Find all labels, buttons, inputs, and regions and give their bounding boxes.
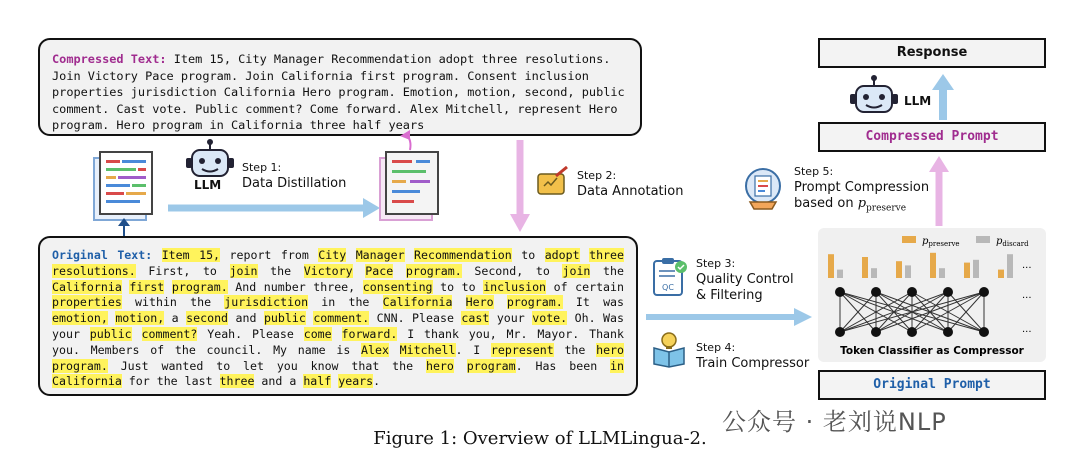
dots-1: ... — [1022, 260, 1032, 271]
step-3-number: Step 3: — [696, 257, 736, 270]
crystal-ball-icon — [740, 166, 786, 212]
plain-text: the — [590, 263, 624, 278]
discard-bar — [939, 268, 945, 278]
robot-icon-right — [850, 75, 898, 112]
plain-text: . Has been — [515, 358, 611, 373]
legend-discard-swatch — [976, 236, 990, 243]
highlighted-token: comment? — [141, 326, 198, 341]
highlighted-token: inclusion — [483, 279, 547, 294]
book-bulb-icon — [651, 330, 689, 368]
plain-text — [452, 295, 465, 309]
compressed-text-label: Compressed Text: — [52, 52, 167, 66]
plain-text — [393, 264, 406, 278]
original-text-box — [38, 236, 638, 396]
plain-text: to — [511, 248, 545, 262]
clipboard-check-icon — [651, 256, 689, 298]
step-2-number: Step 2: — [577, 169, 617, 182]
highlighted-token: Mitchell — [399, 342, 456, 357]
robot-icon — [186, 139, 234, 176]
network-node — [871, 327, 881, 337]
discard-bar — [871, 268, 877, 278]
step-4-label: Train Compressor — [696, 356, 810, 371]
plain-text: and — [228, 311, 264, 326]
plain-text: Just wanted to let you know that the — [107, 358, 426, 373]
highlighted-token: join — [229, 263, 258, 278]
step-5-number: Step 5: — [794, 165, 834, 178]
plain-text — [405, 248, 414, 262]
highlighted-token: represent — [490, 342, 554, 357]
original-text-body — [52, 248, 624, 388]
step-1 — [242, 160, 346, 192]
highlighted-token: public — [89, 326, 132, 341]
compressed-text-body: Item 15, City Manager Recommendation adopt three resolutions. Join Victory Pace program. Join California first program. Consent inclusion properties jurisdiction California Hero program. Emotion, motion, second, public comment. Cast vote. Public comment? Come forward. Alex Mitchell, represent Hero program. Hero program in California three half years — [52, 52, 625, 133]
plain-text: Second, to — [461, 263, 563, 278]
preserve-bar — [930, 253, 936, 278]
compress-up-arrow — [928, 154, 950, 226]
highlighted-token: join — [562, 263, 591, 278]
plain-text: CNN. Please — [369, 311, 462, 326]
step-3-label-2: & Filtering — [696, 288, 763, 303]
legend-discard-label: discard — [1002, 240, 1029, 248]
plain-text: Yeah. Please — [197, 326, 304, 341]
probability-bars — [828, 253, 1013, 278]
highlighted-token: hero — [425, 358, 454, 373]
compressed-prompt-box: Compressed Prompt — [818, 122, 1046, 152]
highlighted-token: Alex — [361, 342, 389, 357]
highlighted-token: California — [52, 279, 122, 294]
highlighted-token: half — [303, 374, 332, 389]
llm-small-label: LLM — [194, 178, 222, 192]
plain-text: And number three, — [227, 279, 363, 294]
highlighted-token: program. — [52, 358, 108, 373]
highlighted-token: three — [589, 248, 624, 262]
dots-2: ... — [1022, 290, 1032, 301]
highlighted-token: motion, — [115, 311, 165, 326]
plain-text — [132, 327, 142, 341]
highlighted-token: California — [52, 374, 122, 389]
legend-preserve-label: preserve — [928, 240, 960, 248]
network-node — [907, 287, 917, 297]
plain-text: a — [164, 311, 187, 326]
preserve-bar — [998, 270, 1004, 278]
plain-text — [454, 359, 467, 373]
network-node — [835, 287, 845, 297]
highlighted-token: hero — [596, 342, 625, 357]
step-2-label: Data Annotation — [577, 184, 684, 199]
plain-text: report from — [220, 248, 319, 262]
plain-text: for the last — [121, 374, 220, 389]
preserve-bar — [828, 254, 834, 278]
network-node — [979, 287, 989, 297]
train-arrow — [644, 306, 816, 328]
highlighted-token: jurisdiction — [224, 295, 309, 310]
response-box: Response — [818, 38, 1046, 68]
highlighted-token: program. — [171, 279, 228, 294]
highlighted-token: program. — [405, 263, 462, 278]
highlighted-token: in — [610, 358, 624, 373]
highlighted-token: Recommendation — [414, 248, 512, 262]
plain-text: First, to — [135, 263, 230, 278]
highlighted-token: second — [186, 311, 229, 326]
step-3-label-1: Quality Control — [696, 272, 794, 287]
highlighted-token: come — [303, 326, 332, 341]
step-4 — [696, 340, 809, 372]
plain-text: . — [373, 374, 381, 389]
preserve-bar — [896, 261, 902, 278]
highlighted-token: Item 15, — [161, 248, 221, 262]
plain-text — [389, 343, 400, 357]
highlighted-token: first — [129, 279, 165, 294]
plain-text — [332, 327, 342, 341]
network-node — [871, 287, 881, 297]
highlighted-token: adopt — [544, 248, 580, 262]
highlighted-token: three — [219, 374, 255, 389]
network-node — [907, 327, 917, 337]
network-node — [943, 287, 953, 297]
step-5 — [794, 164, 929, 217]
plain-text: the — [553, 342, 597, 357]
step-5-symbol: p — [857, 196, 867, 211]
plain-text: and a — [254, 374, 304, 389]
llm-right-diagram — [846, 72, 1046, 122]
highlighted-token: comment. — [313, 311, 370, 326]
plain-text: It was — [562, 295, 625, 310]
network-node — [943, 327, 953, 337]
network-graph — [835, 287, 989, 337]
plain-text: Oh. Was your — [52, 311, 624, 341]
discard-bar — [905, 265, 911, 278]
compressed-text-box — [38, 38, 642, 136]
highlighted-token: forward. — [341, 326, 398, 341]
original-document-icon — [94, 152, 152, 220]
legend-preserve-swatch — [902, 236, 916, 243]
original-text-label: Original Text: — [52, 248, 153, 262]
discard-bar — [1007, 254, 1013, 278]
highlighted-token: program — [466, 358, 516, 373]
original-prompt-box: Original Prompt — [818, 370, 1046, 400]
plain-text — [494, 295, 507, 309]
discard-bar — [837, 270, 843, 278]
llm-right-label: LLM — [904, 94, 932, 108]
highlighted-token: Hero — [465, 295, 494, 310]
token-classifier-graphic — [818, 228, 1046, 362]
step-5-label-1: Prompt Compression — [794, 180, 930, 195]
preserve-bar — [862, 257, 868, 278]
plain-text: in the — [308, 295, 383, 310]
svg-text:pdiscard: $p_{discard}$ — [996, 236, 1029, 248]
plain-text: . I — [455, 342, 491, 357]
plain-text: I thank you, Mr. Mayor. Thank you. Members of the council. My name is — [52, 326, 624, 357]
step-3 — [696, 256, 794, 304]
step-4-number: Step 4: — [696, 341, 736, 354]
highlighted-token: Pace — [365, 263, 394, 278]
plain-text — [580, 248, 589, 262]
step-5-subscript: preserve — [866, 203, 907, 214]
plain-text — [346, 248, 355, 262]
watermark: 公众号 · 老刘说NLP — [722, 408, 947, 436]
plain-text — [164, 280, 172, 294]
highlighted-token: vote. — [532, 311, 568, 326]
step-5-label-2: based on — [794, 196, 858, 211]
svg-text:ppreserve: $p_{preserve}$ — [922, 236, 960, 248]
highlighted-token: City — [318, 248, 347, 262]
plain-text — [152, 248, 161, 262]
annotation-pencil-icon — [536, 166, 570, 196]
highlighted-token: California — [382, 295, 453, 310]
network-node — [835, 327, 845, 337]
highlighted-token: properties — [52, 295, 122, 310]
plain-text — [353, 264, 366, 278]
highlighted-token: cast — [461, 311, 490, 326]
highlighted-token: resolutions. — [52, 263, 136, 278]
network-node — [979, 327, 989, 337]
highlighted-token: public — [263, 311, 306, 326]
figure-caption: Figure 1: Overview of LLMLingua-2. — [373, 428, 707, 449]
plain-text: your — [489, 311, 533, 326]
plain-text: the — [257, 263, 304, 278]
highlighted-token: Manager — [355, 248, 405, 262]
highlighted-token: years — [338, 374, 374, 389]
highlighted-token: emotion, — [52, 311, 108, 326]
classifier-label: Token Classifier as Compressor — [840, 345, 1024, 357]
highlighted-token: Victory — [303, 263, 353, 278]
plain-text: to to — [432, 279, 484, 294]
highlighted-token: program. — [506, 295, 563, 310]
preserve-bar — [964, 263, 970, 278]
step-1-number: Step 1: — [242, 161, 282, 174]
dots-3: ... — [1022, 324, 1032, 335]
step-2 — [577, 168, 683, 200]
plain-text: within the — [121, 295, 225, 310]
highlighted-token: consenting — [362, 279, 433, 294]
discard-bar — [973, 260, 979, 278]
plain-text: of certain — [546, 279, 625, 294]
compressed-document-icon — [380, 152, 438, 220]
qc-icon-text: QC — [662, 283, 674, 292]
step-1-label: Data Distillation — [242, 176, 347, 191]
